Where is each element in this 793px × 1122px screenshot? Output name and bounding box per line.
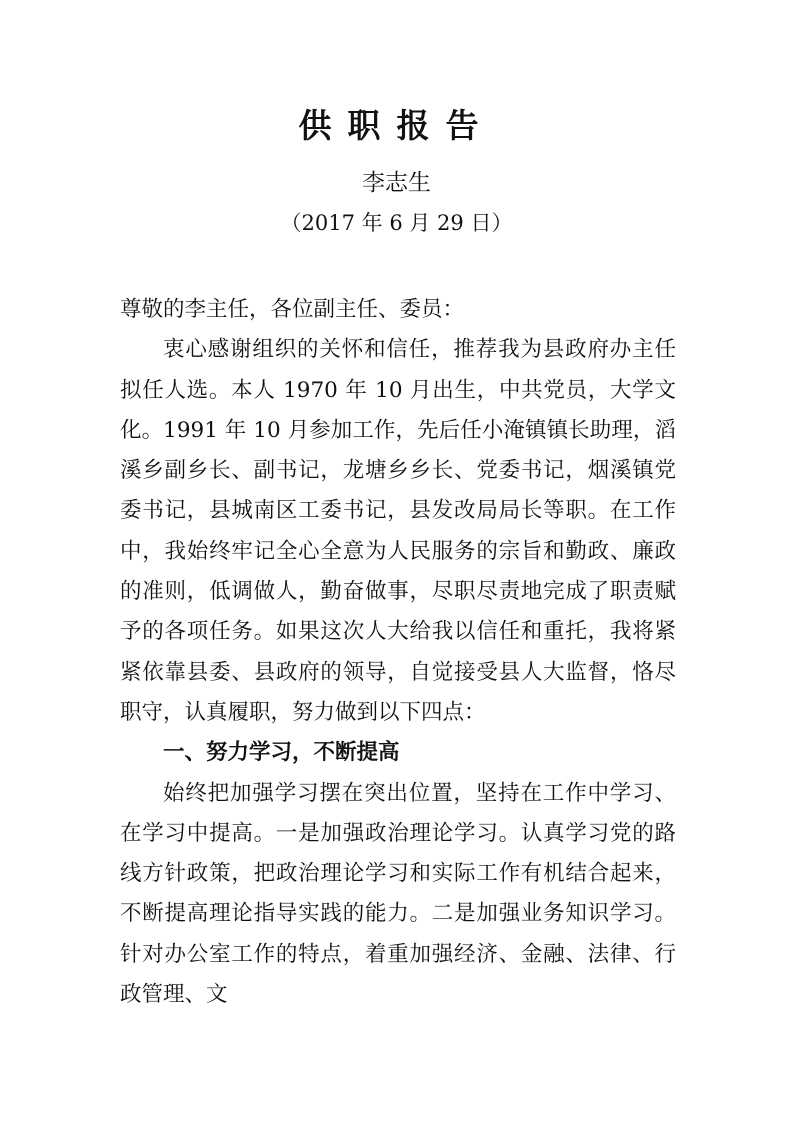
salutation: 尊敬的李主任，各位副主任、委员： (120, 297, 465, 322)
section-paragraph: 始终把加强学习摆在突出位置，坚持在工作中学习、在学习中提高。一是加强政治理论学习。认真学习党的路线方针政策，把政治理论学习和实际工作有机结合起来，不断提高理论指导实践的能力。二是加强业务知识学习。针对办公室工作的特点，着重加强经济、金融、法律、行政管理、文 (120, 780, 676, 1008)
report-date: （2017 年 6 月 29 日） (280, 211, 513, 235)
author-name: 李志生 (362, 170, 431, 196)
section-heading: 一、努力学习，不断提高 (163, 740, 400, 766)
intro-paragraph: 衷心感谢组织的关怀和信任，推荐我为县政府办主任拟任人选。本人 1970 年 10 月出生，中共党员，大学文化。1991 年 10 月参加工作，先后任小淹镇镇长助理，滔溪乡副乡长、副书记，龙塘乡乡长、党委书记，烟溪镇党委书记，县城南区工委书记，县发改局局长等职。在工作中，我始终牢记全心全意为人民服务的宗旨和勤政、廉政的准则，低调做人，勤奋做事，尽职尽责地完成了职责赋予的各项任务。如果这次人大给我以信任和重托，我将紧紧依靠县委、县政府的领导，自觉接受县人大监督，恪尽职守，认真履职，努力做到以下四点： (120, 337, 676, 725)
document-body (120, 290, 676, 1015)
document-title: 供职报告 (298, 106, 495, 145)
